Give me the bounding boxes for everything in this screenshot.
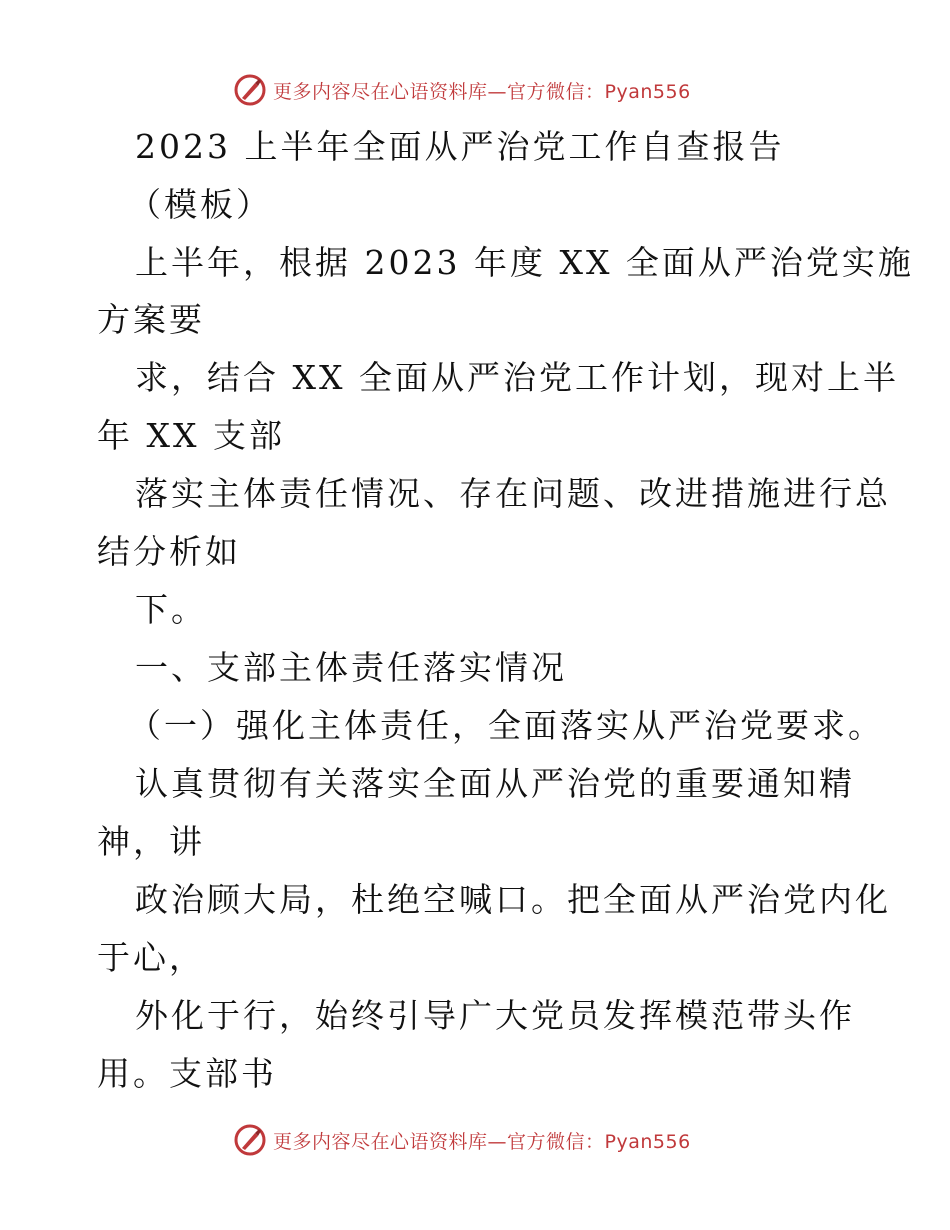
pen-logo-icon <box>233 1123 267 1157</box>
section-heading: 一、支部主体责任落实情况 <box>135 648 567 687</box>
header-watermark-banner <box>233 70 691 110</box>
watermark-text: 更多内容尽在心语资料库—官方微信：Pyan556 <box>273 1130 691 1153</box>
paragraph-line: 政治顾大局，杜绝空喊口。把全面从严治党内化 <box>135 880 891 919</box>
paragraph-line: 下。 <box>135 590 207 629</box>
paragraph-line: 结分析如 <box>97 532 241 571</box>
paragraph-line: 神，讲 <box>97 822 205 861</box>
paragraph-line: 上半年，根据 2023 年度 XX 全面从严治党实施 <box>135 243 914 282</box>
subsection-heading: （一）强化主体责任，全面落实从严治党要求。 <box>128 706 884 745</box>
paragraph-line: 外化于行，始终引导广大党员发挥模范带头作 <box>135 996 855 1035</box>
paragraph-line: 用。支部书 <box>97 1054 277 1093</box>
paragraph-line: 年 XX 支部 <box>97 416 285 455</box>
document-title: 2023 上半年全面从严治党工作自查报告 <box>135 127 785 166</box>
pen-logo-icon <box>233 73 267 107</box>
watermark-text: 更多内容尽在心语资料库—官方微信：Pyan556 <box>273 80 691 103</box>
document-subtitle: （模板） <box>128 185 272 224</box>
paragraph-line: 落实主体责任情况、存在问题、改进措施进行总 <box>135 474 891 513</box>
footer-watermark-banner <box>233 1120 691 1160</box>
paragraph-line: 求，结合 XX 全面从严治党工作计划，现对上半 <box>135 358 899 397</box>
paragraph-line: 认真贯彻有关落实全面从严治党的重要通知精 <box>135 764 855 803</box>
paragraph-line: 于心， <box>97 938 205 977</box>
paragraph-line: 方案要 <box>97 300 205 339</box>
